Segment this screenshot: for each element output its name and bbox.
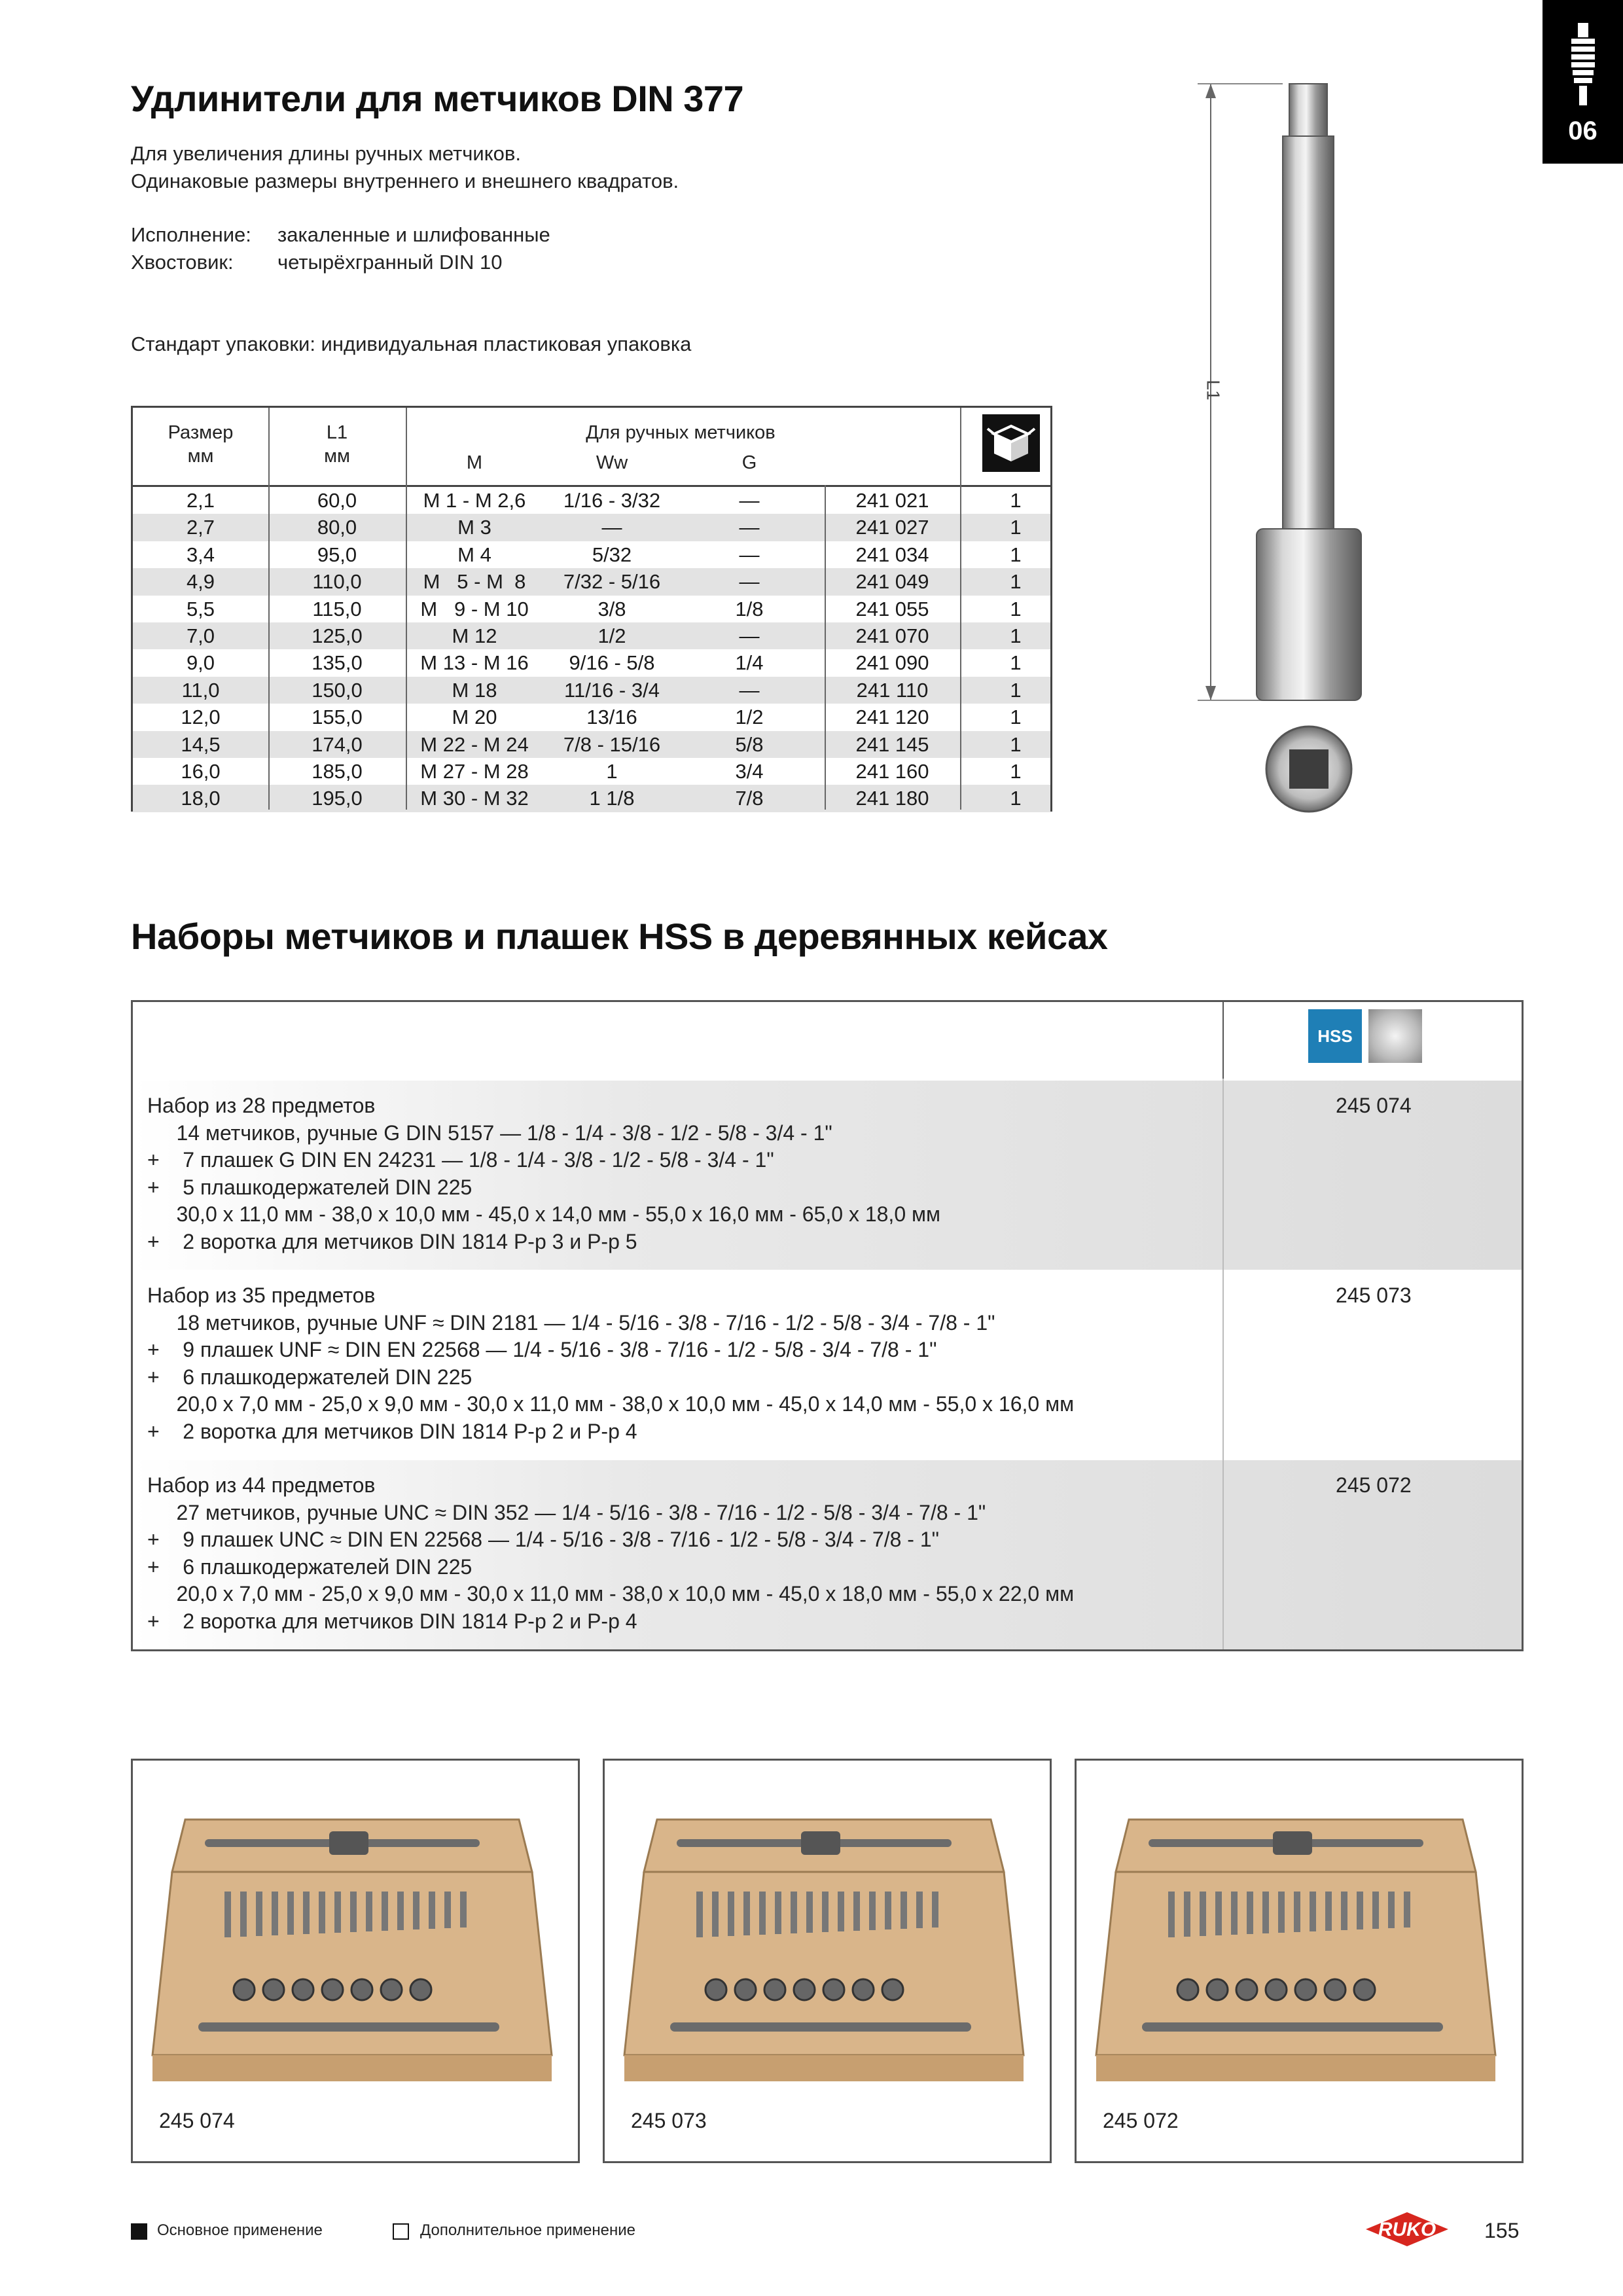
cell-g-size: — <box>739 570 760 594</box>
ruko-logo <box>1364 2211 1450 2248</box>
dimension-label-l1: L1 <box>1203 380 1224 401</box>
cell-pack-qty: 1 <box>1010 489 1022 512</box>
extensions-table-header <box>133 408 1050 487</box>
table-row <box>133 622 1050 649</box>
additional-application-square-icon <box>393 2223 409 2240</box>
header-size <box>133 421 268 468</box>
cell-pack-qty: 1 <box>1010 570 1022 594</box>
cell-pack-qty: 1 <box>1010 624 1022 647</box>
set-description <box>147 1092 940 1255</box>
set-description <box>147 1472 1074 1635</box>
photo-article-number: 245 074 <box>159 2109 235 2132</box>
table-row <box>133 758 1050 785</box>
cell-article: 241 090 <box>855 651 929 675</box>
sets-table-header <box>133 1002 1522 1083</box>
spec-label-execution: Исполнение: <box>131 223 251 246</box>
cell-size: 18,0 <box>181 787 221 810</box>
table-row <box>133 541 1050 568</box>
cell-pack-qty: 1 <box>1010 760 1022 783</box>
cell-ww-range: 7/32 - 5/16 <box>563 570 661 594</box>
table-row <box>133 514 1050 541</box>
cell-l1: 115,0 <box>312 597 362 620</box>
cell-article: 241 160 <box>855 760 929 783</box>
extension-illustration <box>1185 72 1374 870</box>
header-manual-taps: Для ручных метчиков <box>586 422 776 443</box>
cell-ww-range: 1/16 - 3/32 <box>563 489 661 512</box>
photo-article-number: 245 073 <box>631 2109 707 2132</box>
cell-article: 241 021 <box>855 489 929 512</box>
cell-l1: 135,0 <box>312 651 363 675</box>
set-component-line: + 2 воротка для метчиков DIN 1814 P-p 2 и P-p 4 <box>147 1419 637 1443</box>
set-name: Набор из 44 предметов <box>147 1473 376 1497</box>
cell-l1: 185,0 <box>312 760 363 783</box>
header-size-unit: мм <box>187 446 214 467</box>
cell-pack-qty: 1 <box>1010 543 1022 566</box>
header-l1-label: L1 <box>326 422 348 443</box>
cell-m-range: M 5 - M 8 <box>423 570 526 594</box>
set-name: Набор из 28 предметов <box>147 1094 376 1117</box>
cell-article: 241 110 <box>856 678 929 702</box>
table-row <box>133 677 1050 704</box>
set-component-line: + 6 плашкодержателей DIN 225 <box>147 1554 473 1579</box>
extensions-description-line-2: Одинаковые размеры внутреннего и внешнего квадратов. <box>131 170 679 192</box>
cell-ww-range: 1/2 <box>597 624 626 647</box>
packaging-note: Стандарт упаковки: индивидуальная пластиковая упаковка <box>131 332 692 355</box>
cell-m-range: M 20 <box>452 706 497 729</box>
cell-ww-range: 9/16 - 5/8 <box>569 651 655 675</box>
cell-pack-qty: 1 <box>1010 787 1022 810</box>
extensions-description-line-1: Для увеличения длины ручных метчиков. <box>131 142 521 165</box>
svg-text:RUKO: RUKO <box>1378 2219 1436 2240</box>
cell-m-range: M 18 <box>452 678 497 702</box>
header-m: M <box>466 452 483 473</box>
cell-article: 241 145 <box>855 732 929 756</box>
cell-g-size: 5/8 <box>735 732 764 756</box>
set-article-number: 245 072 <box>1336 1473 1412 1497</box>
cell-ww-range: 1 1/8 <box>589 787 635 810</box>
cell-ww-range: 3/8 <box>597 597 626 620</box>
cell-l1: 195,0 <box>312 787 363 810</box>
wooden-case-image <box>146 1793 565 2101</box>
table-row <box>133 649 1050 676</box>
chapter-tab[interactable] <box>1543 0 1623 164</box>
cell-article: 241 034 <box>855 543 929 566</box>
cell-g-size: 1/8 <box>735 597 764 620</box>
table-row <box>133 487 1050 514</box>
set-component-line: + 7 плашек G DIN EN 24231 — 1/8 - 1/4 - 3/8 - 1/2 - 5/8 - 3/4 - 1" <box>147 1148 774 1172</box>
header-l1-unit: мм <box>324 446 350 467</box>
set-item <box>133 1270 1522 1460</box>
cell-g-size: — <box>739 678 760 702</box>
set-item <box>133 1460 1522 1649</box>
cell-l1: 174,0 <box>312 732 363 756</box>
spec-label-shank: Хвостовик: <box>131 251 234 274</box>
cell-size: 12,0 <box>181 706 221 729</box>
cell-size: 3,4 <box>186 543 215 566</box>
cell-l1: 155,0 <box>312 706 363 729</box>
cell-size: 2,1 <box>186 489 215 512</box>
cell-g-size: — <box>739 543 760 566</box>
steel-finish-icon <box>1368 1009 1422 1063</box>
header-size-label: Размер <box>168 422 234 443</box>
cell-article: 241 120 <box>855 706 929 729</box>
cell-ww-range: 11/16 - 3/4 <box>564 678 660 702</box>
cell-size: 5,5 <box>186 597 215 620</box>
legend-main-application: Основное применение <box>157 2221 323 2239</box>
set-component-line: 18 метчиков, ручные UNF ≈ DIN 2181 — 1/4 - 5/16 - 3/8 - 7/16 - 1/2 - 5/8 - 3/4 - 7/8 - 1" <box>147 1310 995 1335</box>
wooden-case-image <box>618 1793 1037 2101</box>
spec-value-shank: четырёхгранный DIN 10 <box>277 251 503 274</box>
cell-ww-range: 13/16 <box>586 706 637 729</box>
cell-article: 241 049 <box>855 570 929 594</box>
cell-pack-qty: 1 <box>1010 597 1022 620</box>
cell-size: 9,0 <box>186 651 215 675</box>
cell-g-size: — <box>739 624 760 647</box>
cell-ww-range: 1 <box>606 760 618 783</box>
extensions-table <box>131 406 1052 812</box>
cell-size: 4,9 <box>186 570 215 594</box>
cell-g-size: — <box>739 516 760 539</box>
cell-g-size: — <box>739 489 760 512</box>
set-component-line: 14 метчиков, ручные G DIN 5157 — 1/8 - 1/4 - 3/8 - 1/2 - 5/8 - 3/4 - 1" <box>147 1121 832 1145</box>
cell-l1: 95,0 <box>317 543 357 566</box>
cell-pack-qty: 1 <box>1010 706 1022 729</box>
cell-l1: 110,0 <box>312 570 362 594</box>
table-row <box>133 785 1050 812</box>
page-number: 155 <box>1484 2219 1520 2242</box>
sets-table <box>131 1000 1524 1651</box>
chapter-number: 06 <box>1568 117 1597 145</box>
table-row <box>133 704 1050 730</box>
set-component-line: 20,0 x 7,0 мм - 25,0 x 9,0 мм - 30,0 x 11,0 мм - 38,0 x 10,0 мм - 45,0 x 18,0 мм - 55,0 x 22,0 мм <box>147 1582 1075 1605</box>
cell-m-range: M 13 - M 16 <box>420 651 529 675</box>
spec-value-execution: закаленные и шлифованные <box>277 223 550 246</box>
cell-pack-qty: 1 <box>1010 732 1022 756</box>
package-icon <box>982 414 1040 472</box>
set-photo-card[interactable] <box>603 1759 1052 2163</box>
table-row <box>133 568 1050 595</box>
cell-ww-range: 5/32 <box>592 543 632 566</box>
sets-title: Наборы метчиков и плашек HSS в деревянных кейсах <box>131 916 1108 957</box>
header-l1 <box>268 421 406 468</box>
extensions-title: Удлинители для метчиков DIN 377 <box>131 78 744 119</box>
set-component-line: 30,0 x 11,0 мм - 38,0 x 10,0 мм - 45,0 x 14,0 мм - 55,0 x 16,0 мм - 65,0 x 18,0 мм <box>147 1202 940 1226</box>
set-item <box>133 1081 1522 1270</box>
cell-size: 7,0 <box>186 624 215 647</box>
cell-article: 241 070 <box>855 624 929 647</box>
photo-article-number: 245 072 <box>1103 2109 1179 2132</box>
cell-l1: 150,0 <box>312 678 363 702</box>
set-photo-card[interactable] <box>131 1759 580 2163</box>
cell-m-range: M 9 - M 10 <box>420 597 529 620</box>
cell-size: 14,5 <box>181 732 221 756</box>
cell-m-range: M 3 <box>457 516 491 539</box>
set-component-line: + 2 воротка для метчиков DIN 1814 P-p 3 и P-p 5 <box>147 1229 637 1253</box>
cell-l1: 80,0 <box>317 516 357 539</box>
cell-m-range: M 1 - M 2,6 <box>423 489 526 512</box>
set-component-line: + 2 воротка для метчиков DIN 1814 P-p 2 и P-p 4 <box>147 1609 637 1633</box>
main-application-square-icon <box>131 2223 147 2240</box>
cell-article: 241 027 <box>855 516 929 539</box>
cell-g-size: 7/8 <box>735 787 764 810</box>
cell-g-size: 3/4 <box>735 760 764 783</box>
set-article-number: 245 074 <box>1336 1094 1412 1117</box>
cell-m-range: M 27 - M 28 <box>420 760 529 783</box>
cell-m-range: M 12 <box>452 624 497 647</box>
cell-article: 241 180 <box>855 787 929 810</box>
cell-pack-qty: 1 <box>1010 516 1022 539</box>
cell-m-range: M 22 - M 24 <box>420 732 529 756</box>
set-photo-card[interactable] <box>1075 1759 1524 2163</box>
legend-additional-application: Дополнительное применение <box>420 2221 635 2239</box>
tap-icon <box>1566 23 1600 108</box>
set-component-line: + 9 плашек UNC ≈ DIN EN 22568 — 1/4 - 5/16 - 3/8 - 7/16 - 1/2 - 5/8 - 3/4 - 7/8 - 1" <box>147 1528 939 1551</box>
cell-m-range: M 30 - M 32 <box>420 787 529 810</box>
wooden-case-image <box>1090 1793 1508 2101</box>
table-row <box>133 731 1050 758</box>
set-component-line: + 6 плашкодержателей DIN 225 <box>147 1365 473 1389</box>
cell-pack-qty: 1 <box>1010 651 1022 675</box>
header-g: G <box>741 452 757 473</box>
hss-badge: HSS <box>1308 1009 1362 1063</box>
cell-article: 241 055 <box>855 597 929 620</box>
set-component-line: + 5 плашкодержателей DIN 225 <box>147 1175 473 1199</box>
cell-l1: 60,0 <box>317 489 357 512</box>
set-name: Набор из 35 предметов <box>147 1283 376 1307</box>
cell-ww-range: — <box>601 516 622 539</box>
set-description <box>147 1282 1074 1445</box>
set-component-line: 27 метчиков, ручные UNC ≈ DIN 352 — 1/4 - 5/16 - 3/8 - 7/16 - 1/2 - 5/8 - 3/4 - 7/8 - 1" <box>147 1500 986 1524</box>
cell-size: 16,0 <box>181 760 221 783</box>
cell-g-size: 1/2 <box>735 706 764 729</box>
header-ww: Ww <box>596 452 628 473</box>
cell-g-size: 1/4 <box>735 651 764 675</box>
table-row <box>133 596 1050 622</box>
cell-size: 2,7 <box>186 516 215 539</box>
set-component-line: 20,0 x 7,0 мм - 25,0 x 9,0 мм - 30,0 x 11,0 мм - 38,0 x 10,0 мм - 45,0 x 14,0 мм - 55,0 x 16,0 мм <box>147 1392 1075 1416</box>
set-component-line: + 9 плашек UNF ≈ DIN EN 22568 — 1/4 - 5/16 - 3/8 - 7/16 - 1/2 - 5/8 - 3/4 - 7/8 - 1" <box>147 1338 937 1361</box>
cell-size: 11,0 <box>181 678 220 702</box>
cell-ww-range: 7/8 - 15/16 <box>563 732 661 756</box>
cell-pack-qty: 1 <box>1010 678 1022 702</box>
cell-m-range: M 4 <box>457 543 491 566</box>
cell-l1: 125,0 <box>312 624 363 647</box>
set-article-number: 245 073 <box>1336 1283 1412 1307</box>
